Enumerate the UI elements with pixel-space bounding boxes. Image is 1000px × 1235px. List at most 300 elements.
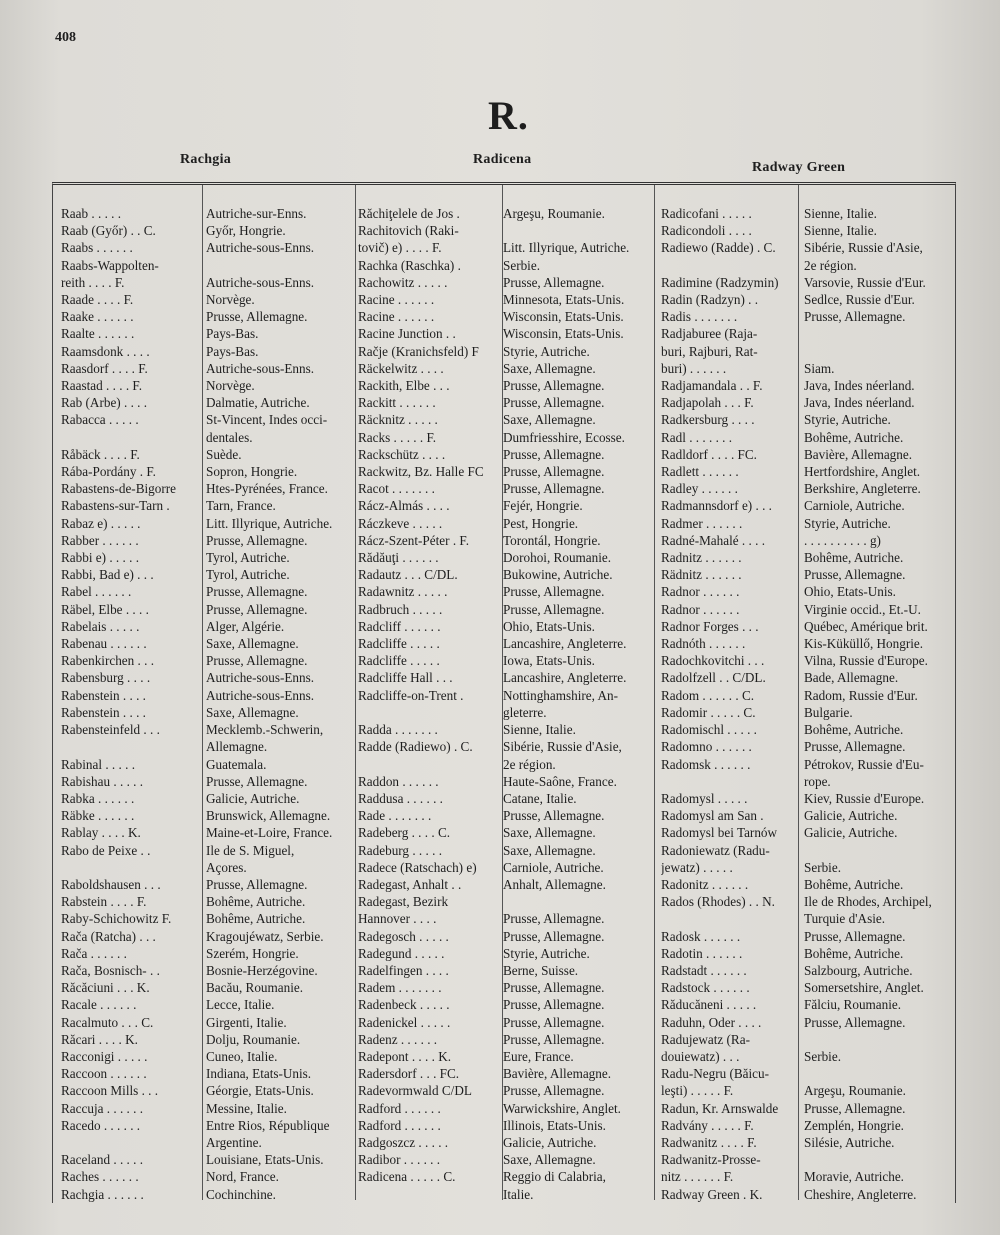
gazetteer-entry xyxy=(61,1134,351,1151)
place-name: Rabenkirchen . . . xyxy=(61,653,155,669)
place-name: Rabenstein . . . . xyxy=(61,687,146,703)
gazetteer-entry xyxy=(61,601,351,618)
place-location: Nord, France. xyxy=(206,1169,279,1185)
place-location: Fălciu, Roumanie. xyxy=(804,997,902,1013)
place-location: Wisconsin, Etats-Unis. xyxy=(503,326,624,342)
gazetteer-entry xyxy=(358,738,650,755)
gazetteer-entry xyxy=(61,669,351,686)
place-name: Radujewatz (Ra- xyxy=(661,1031,750,1047)
gazetteer-entry xyxy=(358,979,650,996)
place-location: Norvège. xyxy=(206,292,255,308)
gazetteer-entry xyxy=(61,463,351,480)
place-name: Rabelais . . . . . xyxy=(61,618,140,634)
gazetteer-entry xyxy=(61,1031,351,1048)
place-location: Anhalt, Allemagne. xyxy=(503,876,606,892)
place-location: Zemplén, Hongrie. xyxy=(804,1117,904,1133)
place-name: Rabastens-sur-Tarn . xyxy=(61,498,170,514)
place-name: Racale . . . . . . xyxy=(61,997,137,1013)
gazetteer-entry xyxy=(61,411,351,428)
place-location: Autriche-sous-Enns. xyxy=(206,274,315,290)
gazetteer-entry xyxy=(661,532,951,549)
gazetteer-entry xyxy=(61,1082,351,1099)
place-name: douiewatz) . . . xyxy=(661,1048,740,1064)
gazetteer-entry xyxy=(358,807,650,824)
place-name: Racot . . . . . . . xyxy=(358,481,435,497)
place-location: Galicie, Autriche. xyxy=(503,1134,597,1150)
place-location: Szerém, Hongrie. xyxy=(206,945,299,961)
place-location: Hertfordshire, Anglet. xyxy=(804,464,921,480)
place-name: Rácz-Szent-Péter . F. xyxy=(358,532,469,548)
gazetteer-entry xyxy=(61,325,351,342)
gazetteer-entry xyxy=(358,996,650,1013)
place-location: Prusse, Allemagne. xyxy=(804,309,906,325)
gazetteer-entry xyxy=(61,480,351,497)
gazetteer-entry xyxy=(661,1100,951,1117)
gazetteer-entry xyxy=(61,842,351,859)
gazetteer-entry xyxy=(661,738,951,755)
gazetteer-entry xyxy=(661,601,951,618)
place-name: Radnitz . . . . . . xyxy=(661,550,742,566)
place-name: Radom . . . . . . C. xyxy=(661,687,755,703)
place-location: Vilna, Russie d'Europe. xyxy=(804,653,928,669)
place-location: Allemagne. xyxy=(206,739,268,755)
place-location: Prusse, Allemagne. xyxy=(503,928,605,944)
place-name: Rădăuţi . . . . . . xyxy=(358,550,439,566)
gazetteer-entry xyxy=(661,704,951,721)
place-name: Radnor . . . . . . xyxy=(661,584,740,600)
place-location: Galicie, Autriche. xyxy=(804,808,898,824)
place-location xyxy=(801,343,951,360)
place-name: Radvány . . . . . F. xyxy=(661,1117,754,1133)
place-name: Radotin . . . . . . xyxy=(661,945,743,961)
gazetteer-entry xyxy=(358,635,650,652)
gazetteer-entry xyxy=(61,962,351,979)
gazetteer-entry xyxy=(61,859,351,876)
gazetteer-entry xyxy=(358,842,650,859)
place-location: Kragoujéwatz, Serbie. xyxy=(206,928,324,944)
gazetteer-entry xyxy=(358,274,650,291)
place-location: Salzbourg, Autriche. xyxy=(804,962,913,978)
place-name: Rädnitz . . . . . . xyxy=(661,567,742,583)
gazetteer-entry xyxy=(661,463,951,480)
gazetteer-entry xyxy=(661,1031,951,1048)
gazetteer-entry xyxy=(661,876,951,893)
place-location: Argentine. xyxy=(206,1134,262,1150)
place-name: Rackwitz, Bz. Halle FC xyxy=(358,464,484,480)
gazetteer-entry xyxy=(661,222,951,239)
place-location: Somersetshire, Anglet. xyxy=(804,980,924,996)
gazetteer-entry xyxy=(661,429,951,446)
place-name: Raby-Schichowitz F. xyxy=(61,911,172,927)
place-name: Rabastens-de-Bigorre xyxy=(61,481,176,497)
place-name: Ráczkeve . . . . . xyxy=(358,515,443,531)
gazetteer-entry xyxy=(61,687,351,704)
place-name: Rade . . . . . . . xyxy=(358,808,432,824)
place-location: Autriche-sous-Enns. xyxy=(206,240,315,256)
place-name: reith . . . . F. xyxy=(61,274,125,290)
place-location: Litt. Illyrique, Autriche. xyxy=(206,515,333,531)
place-name: Radcliffe . . . . . xyxy=(358,636,440,652)
gazetteer-entry xyxy=(661,274,951,291)
place-name: Radeburg . . . . . xyxy=(358,842,442,858)
place-name: Răducăneni . . . . . xyxy=(661,997,757,1013)
place-name: Radicofani . . . . . xyxy=(661,206,752,221)
place-name: Raddusa . . . . . . xyxy=(358,790,443,806)
gazetteer-entry xyxy=(61,1048,351,1065)
gazetteer-entry xyxy=(61,1168,351,1185)
place-name: Raasdorf . . . . F. xyxy=(61,360,148,376)
gazetteer-entry xyxy=(358,1186,650,1203)
place-location: Ohio, Etats-Unis. xyxy=(804,584,896,600)
gazetteer-entry xyxy=(661,1134,951,1151)
place-name: Raceland . . . . . xyxy=(61,1152,144,1168)
gazetteer-entry xyxy=(61,790,351,807)
gazetteer-entry xyxy=(661,842,951,859)
place-location: St-Vincent, Indes occi- xyxy=(206,412,328,428)
place-name: Radomno . . . . . . xyxy=(661,739,752,755)
gazetteer-entry xyxy=(358,687,650,704)
place-name: Radwanitz . . . . F. xyxy=(661,1134,757,1150)
place-name: Radomischl . . . . . xyxy=(661,722,757,738)
place-name: Racine Junction . . xyxy=(358,326,456,342)
place-location: Ile de Rhodes, Archipel, xyxy=(804,894,932,910)
place-location: Bacău, Roumanie. xyxy=(206,980,304,996)
place-name: buri, Rajburi, Rat- xyxy=(661,343,758,359)
gazetteer-entry xyxy=(61,343,351,360)
place-name xyxy=(61,429,203,446)
gazetteer-entry xyxy=(61,618,351,635)
place-location: Bavière, Allemagne. xyxy=(804,446,913,462)
place-location: Nottinghamshire, An- xyxy=(503,687,619,703)
place-location: Açores. xyxy=(206,859,247,875)
gazetteer-entry xyxy=(661,497,951,514)
gazetteer-entry xyxy=(661,773,951,790)
gazetteer-entry xyxy=(661,962,951,979)
gazetteer-entry xyxy=(661,1151,951,1168)
place-name: Radomysl . . . . . xyxy=(661,790,748,806)
gazetteer-entry xyxy=(358,945,650,962)
place-location: Sienne, Italie. xyxy=(804,206,877,221)
place-name: Raastad . . . . F. xyxy=(61,378,142,394)
place-location: Bohême, Autriche. xyxy=(804,722,904,738)
place-location: Pest, Hongrie. xyxy=(503,515,579,531)
gazetteer-entry xyxy=(661,1014,951,1031)
place-name: Rába-Pordány . F. xyxy=(61,464,156,480)
gazetteer-entry xyxy=(61,377,351,394)
place-name: Rabbi e) . . . . . xyxy=(61,550,140,566)
place-name: Rachka (Raschka) . xyxy=(358,257,461,273)
place-name: Radstock . . . . . . xyxy=(661,980,750,996)
place-name: Rachitovich (Raki- xyxy=(358,223,459,239)
place-location: Kiev, Russie d'Europe. xyxy=(804,790,925,806)
place-location: Pays-Bas. xyxy=(206,343,259,359)
gazetteer-entry xyxy=(661,1082,951,1099)
place-name xyxy=(61,859,203,876)
gazetteer-entry xyxy=(358,893,650,910)
gazetteer-entry xyxy=(61,1065,351,1082)
gazetteer-entry xyxy=(358,962,650,979)
place-name: Radece (Ratschach) e) xyxy=(358,859,477,875)
place-location: Java, Indes néerland. xyxy=(804,378,915,394)
place-location: Guatemala. xyxy=(206,756,267,772)
gazetteer-entry xyxy=(661,343,951,360)
place-name xyxy=(661,257,801,274)
place-location: 2e région. xyxy=(804,257,857,273)
gazetteer-entry xyxy=(61,1186,351,1203)
place-name: Rača . . . . . . xyxy=(61,945,127,961)
place-location: Prusse, Allemagne. xyxy=(206,584,308,600)
place-name: Raduhn, Oder . . . . xyxy=(661,1014,762,1030)
place-location: Prusse, Allemagne. xyxy=(206,773,308,789)
gazetteer-entry xyxy=(661,893,951,910)
gazetteer-entry xyxy=(61,1151,351,1168)
place-location: Styrie, Autriche. xyxy=(503,343,590,359)
place-location: Galicie, Autriche. xyxy=(804,825,898,841)
place-name: Radegosch . . . . . xyxy=(358,928,449,944)
place-location: Autriche-sous-Enns. xyxy=(206,687,315,703)
place-name: jewatz) . . . . . xyxy=(661,859,733,875)
section-letter: R. xyxy=(488,93,529,138)
place-location: Saxe, Allemagne. xyxy=(206,636,299,652)
place-location: Dumfriesshire, Ecosse. xyxy=(503,429,625,445)
gazetteer-entry xyxy=(358,1065,650,1082)
gazetteer-entry xyxy=(661,325,951,342)
gazetteer-entry xyxy=(61,773,351,790)
place-name: nitz . . . . . . F. xyxy=(661,1169,734,1185)
place-location: Styrie, Autriche. xyxy=(503,945,590,961)
gazetteer-entry xyxy=(61,635,351,652)
gazetteer-entry xyxy=(61,824,351,841)
place-location xyxy=(801,1065,951,1082)
place-location: Sibérie, Russie d'Asie, xyxy=(503,739,622,755)
place-name: Raabs-Wappolten- xyxy=(61,257,159,273)
place-name: Rackschütz . . . . xyxy=(358,446,446,462)
place-name: Radenickel . . . . . xyxy=(358,1014,451,1030)
gazetteer-entry xyxy=(661,446,951,463)
gazetteer-entry xyxy=(358,928,650,945)
gazetteer-entry xyxy=(61,1100,351,1117)
place-name: Radnor Forges . . . xyxy=(661,618,759,634)
place-name: Rabensburg . . . . xyxy=(61,670,151,686)
place-name: Radstadt . . . . . . xyxy=(661,962,747,978)
place-location: Norvège. xyxy=(206,378,255,394)
place-location: Sopron, Hongrie. xyxy=(206,464,298,480)
place-location: Sibérie, Russie d'Asie, xyxy=(804,240,923,256)
place-location: Serbie. xyxy=(503,257,540,273)
place-name: Radomysl am San . xyxy=(661,808,764,824)
place-name: Råbäck . . . . F. xyxy=(61,446,140,462)
gazetteer-entry xyxy=(661,308,951,325)
gazetteer-entry xyxy=(661,756,951,773)
place-location: Fejér, Hongrie. xyxy=(503,498,583,514)
place-name: Rackith, Elbe . . . xyxy=(358,378,450,394)
place-location: Prusse, Allemagne. xyxy=(503,378,605,394)
gazetteer-entry xyxy=(358,910,650,927)
place-name: Rača (Ratcha) . . . xyxy=(61,928,156,944)
gazetteer-entry xyxy=(661,549,951,566)
place-name: Rabishau . . . . . xyxy=(61,773,144,789)
place-name: Rabel . . . . . . xyxy=(61,584,132,600)
gazetteer-entry xyxy=(61,429,351,446)
place-location: Serbie. xyxy=(804,1048,841,1064)
gazetteer-entry xyxy=(61,910,351,927)
place-location: Prusse, Allemagne. xyxy=(503,911,605,927)
place-name: Radegund . . . . . xyxy=(358,945,445,961)
place-name: Raalte . . . . . . xyxy=(61,326,135,342)
place-location: Carniole, Autriche. xyxy=(804,498,905,514)
place-location: Mecklemb.-Schwerin, xyxy=(206,722,324,738)
gazetteer-entry xyxy=(61,446,351,463)
place-location: Virginie occid., Et.-U. xyxy=(804,601,921,617)
gazetteer-entry xyxy=(61,239,351,256)
place-location: Tyrol, Autriche. xyxy=(206,550,290,566)
place-name: Radersdorf . . . FC. xyxy=(358,1066,460,1082)
place-location: Styrie, Autriche. xyxy=(804,412,891,428)
place-name: Rablay . . . . K. xyxy=(61,825,141,841)
place-name: Radoniewatz (Radu- xyxy=(661,842,770,858)
place-location: Bohême, Autriche. xyxy=(206,894,306,910)
gazetteer-entry xyxy=(61,979,351,996)
place-location: Prusse, Allemagne. xyxy=(503,1014,605,1030)
gazetteer-entry xyxy=(61,893,351,910)
gazetteer-entry xyxy=(358,549,650,566)
place-name: Radenbeck . . . . . xyxy=(358,997,450,1013)
gazetteer-entry xyxy=(358,497,650,514)
gazetteer-entry xyxy=(358,429,650,446)
place-name: Radomir . . . . . C. xyxy=(661,704,756,720)
place-location: Prusse, Allemagne. xyxy=(206,653,308,669)
gazetteer-entry xyxy=(661,1168,951,1185)
place-name: Radiewo (Radde) . C. xyxy=(661,240,776,256)
place-name: Räckelwitz . . . . xyxy=(358,360,444,376)
place-name: Raamsdonk . . . . xyxy=(61,343,150,359)
place-location xyxy=(801,1151,951,1168)
gazetteer-entry xyxy=(358,377,650,394)
place-location: Serbie. xyxy=(804,859,841,875)
place-name: Radicondoli . . . . xyxy=(661,223,752,239)
place-name: Raccoon Mills . . . xyxy=(61,1083,159,1099)
place-location: Styrie, Autriche. xyxy=(804,515,891,531)
place-name: Raddon . . . . . . xyxy=(358,773,439,789)
place-location: Prusse, Allemagne. xyxy=(503,601,605,617)
place-location xyxy=(500,893,650,910)
place-location: Prusse, Allemagne. xyxy=(503,395,605,411)
gazetteer-entry xyxy=(358,566,650,583)
place-name: Radde (Radiewo) . C. xyxy=(358,739,473,755)
place-name: Radis . . . . . . . xyxy=(661,309,738,325)
gazetteer-entry xyxy=(61,515,351,532)
place-name: Radwanitz-Prosse- xyxy=(661,1152,761,1168)
gazetteer-entry xyxy=(661,257,951,274)
gazetteer-entry xyxy=(358,669,650,686)
gazetteer-entry xyxy=(358,1168,650,1185)
gazetteer-entry xyxy=(61,205,351,222)
gazetteer-entry xyxy=(661,239,951,256)
place-name: Rachowitz . . . . . xyxy=(358,274,448,290)
gazetteer-entry xyxy=(661,669,951,686)
place-location: Sedlce, Russie d'Eur. xyxy=(804,292,915,308)
place-location: Lancashire, Angleterre. xyxy=(503,670,627,686)
place-name: Radkersburg . . . . xyxy=(661,412,755,428)
place-name: Racine . . . . . . xyxy=(358,292,435,308)
place-name: Radjapolah . . . F. xyxy=(661,395,754,411)
gazetteer-entry xyxy=(661,652,951,669)
gazetteer-entry xyxy=(358,618,650,635)
running-header-middle: Radicena xyxy=(473,152,532,167)
place-location: Ile de S. Miguel, xyxy=(206,842,295,858)
gazetteer-entry xyxy=(661,1117,951,1134)
place-name xyxy=(358,756,500,773)
gazetteer-entry xyxy=(61,756,351,773)
gazetteer-entry xyxy=(61,652,351,669)
place-location: Sienne, Italie. xyxy=(804,223,877,239)
place-name: Radgoszcz . . . . . xyxy=(358,1134,449,1150)
gazetteer-entry xyxy=(661,394,951,411)
place-location: Prusse, Allemagne. xyxy=(206,532,308,548)
place-location: Prusse, Allemagne. xyxy=(503,997,605,1013)
place-name: Radjamandala . . F. xyxy=(661,378,763,394)
place-location xyxy=(801,842,951,859)
gazetteer-entry xyxy=(358,1117,650,1134)
column-divider xyxy=(654,185,655,1200)
place-location: Győr, Hongrie. xyxy=(206,223,286,239)
place-location: Reggio di Calabria, xyxy=(503,1169,606,1185)
gazetteer-entry xyxy=(358,756,650,773)
place-location: Ohio, Etats-Unis. xyxy=(503,618,595,634)
gazetteer-entry xyxy=(358,876,650,893)
place-location: Moravie, Autriche. xyxy=(804,1169,904,1185)
gazetteer-entry xyxy=(61,549,351,566)
place-location: Messine, Italie. xyxy=(206,1100,287,1116)
gazetteer-entry xyxy=(661,480,951,497)
gazetteer-entry xyxy=(358,205,650,222)
place-name: Rácz-Almás . . . . xyxy=(358,498,450,514)
gazetteer-column-3 xyxy=(661,205,951,1203)
gazetteer-entry xyxy=(358,583,650,600)
gazetteer-entry xyxy=(358,1100,650,1117)
gazetteer-entry xyxy=(358,532,650,549)
place-name: Racks . . . . . F. xyxy=(358,429,437,445)
place-location: Berkshire, Angleterre. xyxy=(804,481,921,497)
place-name: Radimine (Radzymin) xyxy=(661,274,779,290)
gazetteer-entry xyxy=(358,1082,650,1099)
place-name: Radomysl bei Tarnów xyxy=(661,825,778,841)
gazetteer-entry xyxy=(358,652,650,669)
place-location: Sienne, Italie. xyxy=(503,722,576,738)
gazetteer-entry xyxy=(61,876,351,893)
place-location: Saxe, Allemagne. xyxy=(503,1152,596,1168)
place-name xyxy=(61,1134,203,1151)
place-name: Rachgia . . . . . . xyxy=(61,1186,144,1202)
gazetteer-entry xyxy=(358,291,650,308)
place-name: Radelfingen . . . . xyxy=(358,962,449,978)
place-name: Radford . . . . . . xyxy=(358,1100,441,1116)
place-location: Cochinchine. xyxy=(206,1186,276,1202)
place-location: . . . . . . . . . . g) xyxy=(804,532,881,548)
place-name: Radley . . . . . . xyxy=(661,481,738,497)
place-location: Bohême, Autriche. xyxy=(804,876,904,892)
place-location: Lecce, Italie. xyxy=(206,997,275,1013)
place-location: Bulgarie. xyxy=(804,704,853,720)
place-location: Pays-Bas. xyxy=(206,326,259,342)
place-location: Prusse, Allemagne. xyxy=(503,1031,605,1047)
place-location: Minnesota, Etats-Unis. xyxy=(503,292,625,308)
place-location: Eure, France. xyxy=(503,1048,574,1064)
place-name: Radin (Radzyn) . . xyxy=(661,292,759,308)
place-location: Maine-et-Loire, France. xyxy=(206,825,333,841)
place-name: Radu-Negru (Băicu- xyxy=(661,1066,770,1082)
gazetteer-entry xyxy=(61,497,351,514)
